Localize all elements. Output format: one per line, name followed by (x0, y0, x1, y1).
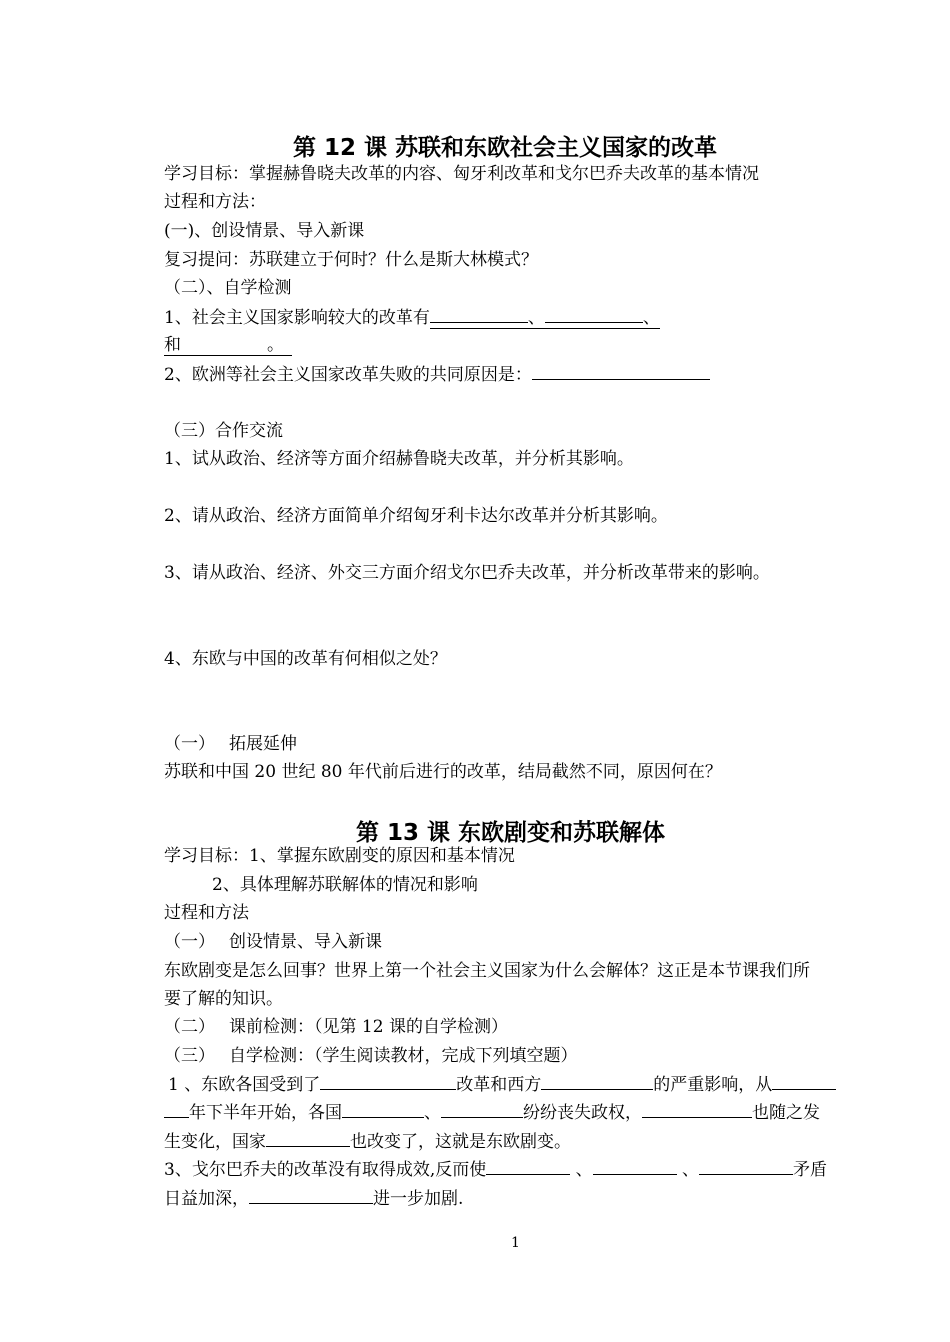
l13-fill-line-5 (164, 1187, 463, 1210)
l13-process: 过程和方法 (164, 903, 249, 923)
l13-f5-b: 进一步加剧. (373, 1189, 464, 1209)
l12-process: 过程和方法： (164, 192, 266, 212)
l12-section-1: (一)、创设情景、导入新课 (164, 221, 365, 241)
l13-s3-num: （三） (164, 1046, 215, 1066)
l12-section-2: （二）、自学检测 (164, 278, 292, 298)
l13-f2-c: 纷纷丧失政权， (523, 1103, 642, 1123)
l13-section-3 (164, 1045, 578, 1067)
l13-f2-blank-2[interactable] (441, 1101, 523, 1118)
l13-f1-blank-2[interactable] (541, 1073, 653, 1090)
l13-f5-a: 日益加深， (164, 1189, 249, 1209)
l13-f3-blank[interactable] (266, 1130, 350, 1147)
l12-q1-and: 和 (164, 335, 181, 355)
l12-c4: 4、东欧与中国的改革有何相似之处？ (164, 649, 447, 669)
l13-section-1 (164, 931, 382, 953)
l12-c2: 2、请从政治、经济方面简单介绍匈牙利卡达尔改革并分析其影响。 (164, 506, 668, 526)
l13-s3-label: 自学检测：（学生阅读教材，完成下列填空题） (229, 1046, 578, 1066)
l13-f3-a: 生变化，国家 (164, 1132, 266, 1152)
l12-q1-end: 。 (267, 335, 284, 355)
l12-goal: 学习目标：掌握赫鲁晓夫改革的内容、匈牙利改革和戈尔巴乔夫改革的基本情况 (164, 164, 759, 184)
l12-extension (164, 733, 297, 755)
l12-review: 复习提问：苏联建立于何时？什么是斯大林模式？ (164, 250, 538, 270)
l13-section-2 (164, 1016, 508, 1038)
l13-goal-1: 学习目标：1、掌握东欧剧变的原因和基本情况 (164, 846, 515, 866)
l13-fill-line-2 (164, 1101, 820, 1124)
l12-q2-text: 2、欧洲等社会主义国家改革失败的共同原因是： (164, 365, 532, 385)
l13-fill-line-3 (164, 1130, 571, 1153)
l13-f1-blank-3[interactable] (772, 1073, 836, 1090)
l12-q1-blanks[interactable] (430, 308, 660, 329)
l12-q1-sep2: 、 (642, 308, 660, 328)
l13-s1-label: 创设情景、导入新课 (229, 932, 382, 952)
l12-ext-label: 拓展延伸 (229, 734, 297, 754)
l12-q1-sep1: 、 (527, 308, 545, 328)
l12-q1-text: 1、社会主义国家影响较大的改革有 (164, 308, 430, 328)
l13-fill-line-4 (164, 1158, 827, 1181)
l13-f1-a: 1 、东欧各国受到了 (168, 1075, 321, 1095)
lesson13-title: 第 13 课 东欧剧变和苏联解体 (356, 820, 666, 846)
l13-f2-blank-year[interactable] (164, 1101, 189, 1118)
l13-f5-blank[interactable] (249, 1187, 373, 1204)
l13-f1-c: 的严重影响，从 (653, 1075, 773, 1095)
l13-fill-line-1 (168, 1073, 836, 1096)
l13-f3-b: 也改变了，这就是东欧剧变。 (350, 1132, 571, 1152)
l13-f2-blank-1[interactable] (342, 1101, 424, 1118)
l13-f1-b: 改革和西方 (456, 1075, 542, 1095)
l13-f4-blank-3[interactable] (699, 1158, 793, 1175)
l12-q2 (164, 363, 710, 386)
l12-c1: 1、试从政治、经济等方面介绍赫鲁晓夫改革，并分析其影响。 (164, 449, 634, 469)
l13-f4-blank-1[interactable] (486, 1158, 570, 1175)
l12-q2-blank[interactable] (532, 363, 710, 380)
l13-f4-d: 矛盾 (793, 1160, 828, 1180)
l13-f2-blank-3[interactable] (642, 1101, 752, 1118)
l13-s1-num: （一） (164, 932, 215, 952)
l13-f1-blank-1[interactable] (320, 1073, 456, 1090)
l12-ext-num: （一） (164, 734, 215, 754)
l13-s2-label: 课前检测：（见第 12 课的自学检测） (229, 1017, 508, 1037)
l12-c3: 3、请从政治、经济、外交三方面介绍戈尔巴乔夫改革，并分析改革带来的影响。 (164, 563, 770, 583)
page-number: 1 (511, 1235, 520, 1251)
l13-f4-blank-2[interactable] (593, 1158, 677, 1175)
l12-q1-line2 (164, 334, 292, 356)
lesson12-title: 第 12 课 苏联和东欧社会主义国家的改革 (293, 135, 718, 161)
l13-f2-d: 也随之发 (752, 1103, 820, 1123)
l13-f4-b: 、 (570, 1160, 593, 1180)
l13-s2-num: （二） (164, 1017, 215, 1037)
l13-f4-c: 、 (676, 1160, 700, 1180)
l12-q1-line1 (164, 306, 660, 329)
l13-goal-2: 2、具体理解苏联解体的情况和影响 (212, 875, 478, 895)
l12-section-3: （三）合作交流 (164, 421, 283, 441)
l13-f2-a: 年下半年开始，各国 (189, 1103, 342, 1123)
l13-intro-2: 要了解的知识。 (164, 989, 283, 1009)
l12-ext-question: 苏联和中国 20 世纪 80 年代前后进行的改革，结局截然不同，原因何在？ (164, 762, 722, 782)
l13-intro-1: 东欧剧变是怎么回事？世界上第一个社会主义国家为什么会解体？这正是本节课我们所 (164, 961, 810, 981)
l12-q1-blank-and[interactable] (164, 335, 292, 356)
l13-f2-b: 、 (424, 1103, 441, 1123)
l13-f4-a: 3、戈尔巴乔夫的改革没有取得成效,反而使 (164, 1160, 487, 1180)
